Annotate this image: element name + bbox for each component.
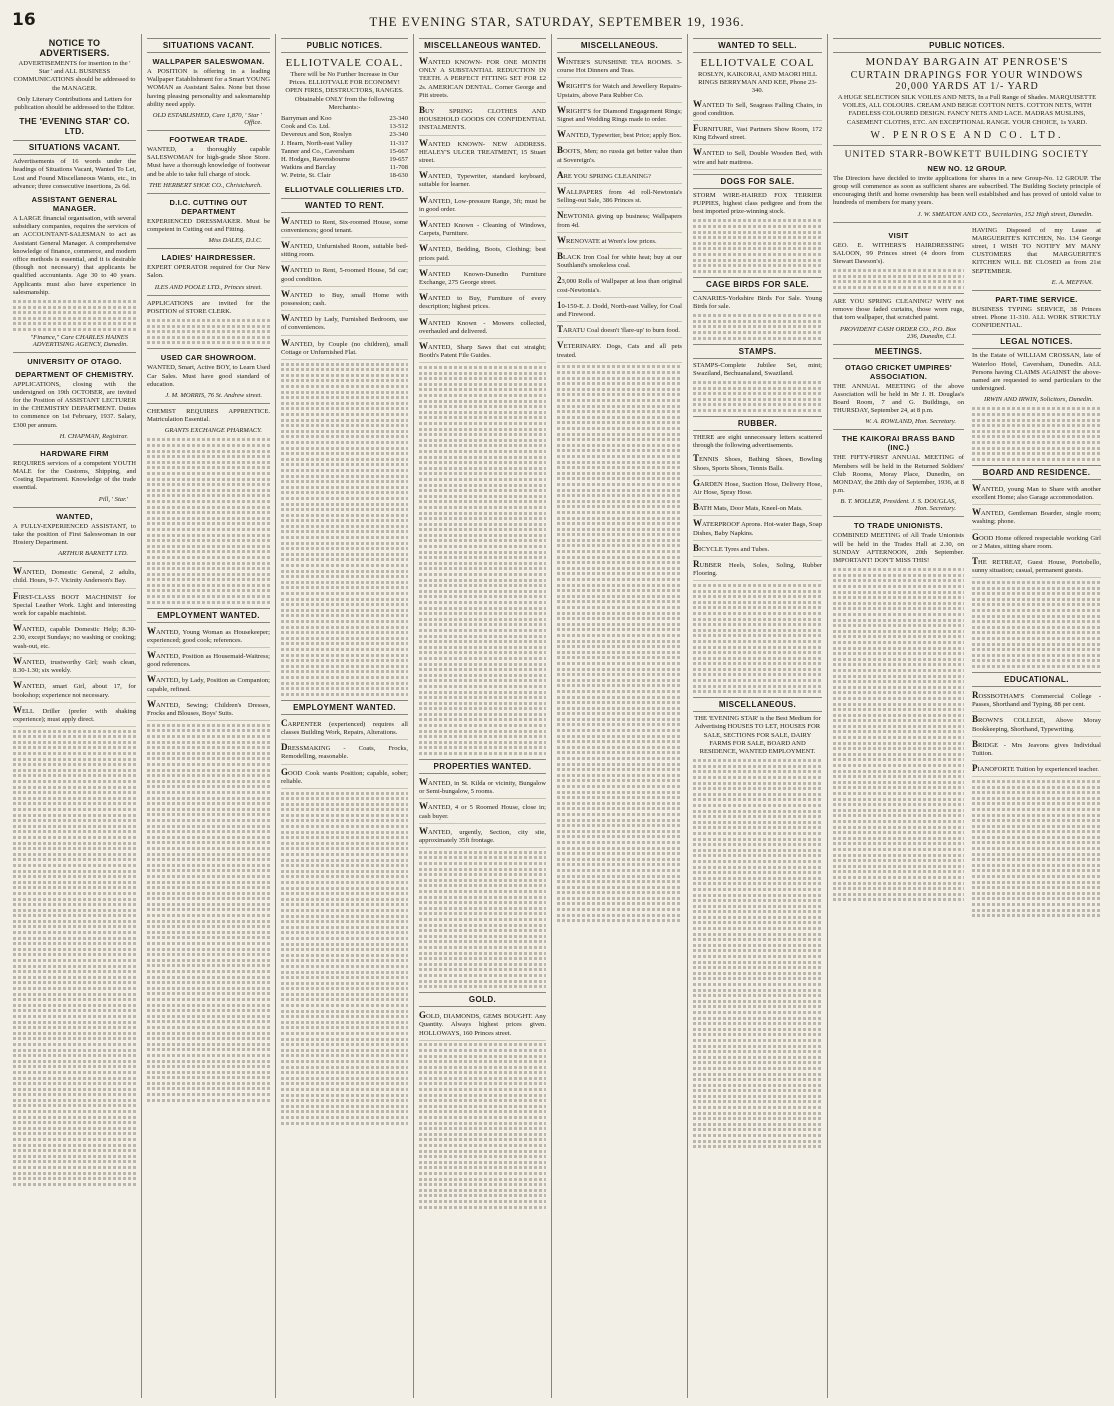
- section-heading: SITUATIONS VACANT.: [13, 140, 136, 155]
- section-heading: MISCELLANEOUS.: [693, 697, 822, 712]
- list-item: Barryman and Koo 23-340: [281, 115, 408, 123]
- ad-heading: UNIVERSITY OF OTAGO.: [27, 356, 122, 366]
- classified-ad: RUBBER Heels, Soles, Soling, Rubber Flooring.: [693, 559, 822, 581]
- section-heading: PROPERTIES WANTED.: [419, 759, 546, 774]
- classified-ad: WANTED, in St. Kilda or vicinity, Bungalow or Semi-bungalow, 5 rooms.: [419, 777, 546, 799]
- classified-ad: WATERPROOF Aprons. Hot-water Bags, Soap Dishes, Baby Napkins.: [693, 518, 822, 540]
- list-item: Watkins and Barclay 11-708: [281, 164, 408, 172]
- ad-body: COMBINED MEETING of All Trade Unionists will be held in the Trades Hall at 2.30, on SUNDAY AFTERNOON, 20th September. IMPORTANT! DON'T MISS THIS!: [833, 532, 964, 565]
- ad-body: REQUIRES services of a competent YOUTH MALE for the Customs, Shipping, and Costing Department. Knowledge of the trade essential.: [13, 459, 136, 492]
- classified-ad: WANTED by Lady, Furnished Bedroom, use of conveniences.: [281, 313, 408, 335]
- ad-body: There will be No Further Increase in Our Prices. ELLIOTVALE FOR ECONOMY! OPEN FIRES, DESTRUCTORS, RANGES. Obtainable ONLY from the following Merchants:-: [285, 71, 404, 111]
- column-4: [414, 34, 552, 1398]
- classified-ad: DRESSMAKING - Coats, Frocks, Remodelling, reasonable.: [281, 742, 408, 764]
- classified-ad: WANTED, 4 or 5 Roomed House, close in; cash buyer.: [419, 801, 546, 823]
- classified-ad: ARE YOU SPRING CLEANING?: [557, 170, 682, 184]
- section-heading: PUBLIC NOTICES.: [281, 38, 408, 53]
- section-heading: CAGE BIRDS FOR SALE.: [693, 277, 822, 292]
- classified-ad: WANTED To Sell, Seagrass Falling Chairs, in good condition.: [693, 99, 822, 121]
- text-filler: [557, 365, 682, 922]
- classified-ad: WANTED to Buy, Furniture of every description; highest prices.: [419, 292, 546, 314]
- classified-ad: WANTED to Rent, Six-roomed House, some conveniences; good tenant.: [281, 216, 408, 238]
- classified-ad: THE RETREAT, Guest House, Portobello, sunny situation; casual, permanent guests.: [972, 556, 1101, 578]
- ad-heading: MONDAY BARGAIN AT PENROSE'S: [865, 56, 1069, 68]
- classified-ad: WANTED KNOWN- NEW ADDRESS. HEALEY'S ULCER TREATMENT, 15 Stuart street.: [419, 138, 546, 169]
- classified-ad: 10-159-E. J. Dodd, North-east Valley, for Coal and Firewood.: [557, 300, 682, 322]
- section-heading: PUBLIC NOTICES.: [833, 38, 1101, 53]
- classified-ad: WANTED Known-Dunedin Furniture Exchange, 275 George street.: [419, 268, 546, 290]
- column-6: [688, 34, 828, 1398]
- ad-signature: GRANTS EXCHANGE PHARMACY.: [164, 427, 262, 435]
- notice-signature: THE 'EVENING STAR' CO. LTD.: [19, 116, 130, 137]
- ad-heading: ELLIOTVALE COAL: [700, 57, 815, 69]
- ad-body: CANARIES-Yorkshire Birds For Sale. Young Birds for sale.: [693, 294, 822, 310]
- ad-body: THERE are eight unnecessary letters scattered through the following advertisements.: [693, 433, 822, 450]
- classified-ad: WRENOVATE at Wren's low prices.: [557, 235, 682, 249]
- section-heading: WANTED TO SELL.: [693, 38, 822, 53]
- ad-body: A HUGE SELECTION SILK VOILES AND NETS, In a Full Range of Shades. MARQUISETTE VOILES, ALL COLOURS. CREAM AND BEIGE COTTON NETS. COTTON NETS, WITH FADELESS COLOURED DESIGN. FANCY NETS AND LACE. MADRAS MUSLINS, CASEMENT CLOTHS, ETC. AN EXCEPTIONAL RANGE. YOUR CHOICE, 1s YARD.: [837, 94, 1097, 126]
- text-filler: [281, 792, 408, 1125]
- classified-ad: BRIDGE - Mrs Jeavons gives Individual Tuition.: [972, 739, 1101, 761]
- ad-signature: ARTHUR BARNETT LTD.: [58, 550, 128, 558]
- subcolumn-right: [972, 227, 1101, 920]
- text-filler: [972, 780, 1101, 917]
- classified-ad: WANTED, Unfurnished Room, suitable bed-sitting room.: [281, 240, 408, 262]
- classified-ad: WANTED, Gentleman Boarder, single room; washing; phone.: [972, 507, 1101, 529]
- classified-ad: BUY SPRING CLOTHES AND HOUSEHOLD GOODS ON CONFIDENTIAL INSTALMENTS.: [419, 105, 546, 136]
- ad-body: In the Estate of WILLIAM CROSSAN, late of Waterloo Hotel, Caversham, Dunedin. ALL Persons having CLAIMS AGAINST the above-named are requested to send particulars to the undersigned.: [972, 352, 1101, 393]
- ad-heading: THE KAIKORAI BRASS BAND (INC.): [841, 434, 956, 453]
- section-heading: MISCELLANEOUS WANTED.: [419, 38, 546, 53]
- classified-ad: CARPENTER (experienced) requires all classes Building Work, Repairs, Alterations.: [281, 718, 408, 740]
- classified-ad: PIANOFORTE Tuition by experienced teacher.: [972, 763, 1101, 777]
- ad-body: WANTED, a thoroughly capable SALESWOMAN for high-grade Shoe Store. Must have a thorough knowledge of footwear and be able to take full charge of stock.: [147, 146, 270, 178]
- ad-heading: PART-TIME SERVICE.: [995, 294, 1078, 304]
- classified-ad: WANTED, urgently, Section, city site, approximately 35ft frontage.: [419, 826, 546, 848]
- classified-ad: VETERINARY. Dogs, Cats and all pets treated.: [557, 340, 682, 362]
- classified-ad: GARDEN Hose, Suction Hose, Delivery Hose, Air Hose, Spray Hose.: [693, 478, 822, 500]
- ad-signature: H. CHAPMAN, Registrar.: [59, 432, 128, 440]
- notice-title: NOTICE TO ADVERTISERS.: [39, 38, 110, 58]
- ad-body: BUSINESS TYPING SERVICE, 38 Princes street. Phone 11-310. ALL WORK STRICTLY CONFIDENTIAL.: [972, 305, 1101, 330]
- text-filler: [833, 269, 964, 289]
- column-1: [8, 34, 142, 1398]
- text-filler: [693, 584, 822, 693]
- text-filler: [693, 381, 822, 412]
- classified-ad: WANTED, capable Domestic Help; 8.30-2.30, except Sundays; no washing or cooking; wash-out, etc.: [13, 623, 136, 654]
- classified-ad: WANTED, Sharp Saws that cut straight; Booth's Patent File Guides.: [419, 341, 546, 363]
- ad-heading: TO TRADE UNIONISTS.: [854, 521, 943, 531]
- ad-subheading: DEPARTMENT OF CHEMISTRY.: [15, 369, 134, 379]
- ad-body: ROSLYN, KAIKORAI, AND MAORI HILL RINGS BERRYMAN AND KEE, Phone 23-340.: [697, 71, 818, 95]
- page-number: 16: [12, 10, 36, 30]
- classified-ad: WANTED, Bedding, Boots, Clothing; best prices paid.: [419, 243, 546, 265]
- text-filler: [833, 568, 964, 901]
- ad-body: A FULLY-EXPERIENCED ASSISTANT, to take the position of First Saleswoman in our Hosiery Department.: [13, 522, 136, 547]
- classified-ad: ROSSBOTHAM'S Commercial College - Passes, Shorthand and Typing, 88 per cent.: [972, 690, 1101, 712]
- section-heading: WANTED TO RENT.: [281, 198, 408, 213]
- ad-heading: WALLPAPER SALESWOMAN.: [152, 57, 265, 66]
- ad-signature: W. PENROSE AND CO. LTD.: [870, 129, 1064, 141]
- columns: [8, 34, 1106, 1398]
- classified-ad: WANTED Known - Mowers collected, overhauled and delivered.: [419, 317, 546, 339]
- column-7: [828, 34, 1106, 1398]
- classified-ad: BROWN'S COLLEGE, Above Moray Bookkeeping, Shorthand, Typewriting.: [972, 714, 1101, 736]
- text-filler: [693, 759, 822, 1148]
- ad-heading: USED CAR SHOWROOM.: [160, 353, 257, 363]
- ad-signature: Miss DALES, D.I.C.: [208, 237, 262, 245]
- classified-ad: GOLD, DIAMONDS, GEMS BOUGHT. Any Quantity. Always highest prices given. HOLLOWAYS, 160 Princes street.: [419, 1010, 546, 1041]
- classified-ad: TARATU Coal doesn't 'flare-up' to burn food.: [557, 324, 682, 338]
- section-heading: MISCELLANEOUS.: [557, 38, 682, 53]
- ad-signature: PROVIDENT CASH ORDER CO., P.O. Box 236, Dunedin, C.I.: [839, 325, 956, 340]
- list-item: Cook and Co. Ltd. 13-512: [281, 123, 408, 131]
- classified-ad: WANTED to Sell, Double Wooden Bed, with wire and hair mattress.: [693, 147, 822, 169]
- text-filler: [13, 730, 136, 1186]
- classified-ad: WANTED, Sewing; Children's Dresses, Frocks and Blouses, Boys' Suits.: [147, 699, 270, 721]
- classified-ad: WANTED to Buy, small Home with possession; cash.: [281, 289, 408, 311]
- classified-ad: WRIGHT'S for Watch and Jewellery Repairs-Upstairs, above Para Rubber Co.: [557, 80, 682, 102]
- list-item: J. Hearn, North-east Valley 11-317: [281, 139, 408, 147]
- classified-ad: WINTER'S SUNSHINE TEA ROOMS. 3-course Hot Dinners and Teas.: [557, 56, 682, 78]
- classified-ad: FURNITURE, Vast Partners Show Room, 172 King Edward street.: [693, 123, 822, 145]
- ad-signature: W. A. ROWLAND, Hon. Secretary.: [865, 418, 956, 426]
- masthead: [8, 6, 1106, 32]
- section-heading: SITUATIONS VACANT.: [147, 38, 270, 53]
- classified-ad: WANTED KNOWN- FOR ONE MONTH ONLY A SUBSTANTIAL REDUCTION IN TEETH. A PERFECT FITTING SET FOR £2 2s. AMERICAN DENTAL. Corner George and Pitt streets.: [419, 56, 546, 103]
- two-column-section: [833, 227, 1101, 920]
- classified-ad: WANTED, trustworthy Girl; wash clean, 8.30-1.30; six weekly.: [13, 656, 136, 678]
- ad-body: STAMPS-Complete Jubilee Set, mint; Swaziland, Bechuanaland, Swaziland.: [693, 361, 822, 377]
- ad-body: APPLICATIONS are invited for the POSITION of STORE CLERK.: [147, 299, 270, 315]
- ad-body: THE ANNUAL MEETING of the above Association will be held in Mr J. H. Douglas's Board Room, 7 and G. Buildings, on THURSDAY, September 24, at 8 p.m.: [833, 382, 964, 415]
- text-filler: [281, 363, 408, 696]
- classified-ad: GOOD Cook wants Position; capable, sober; reliable.: [281, 767, 408, 789]
- list-item: Tanner and Co., Caversham 15-667: [281, 147, 408, 155]
- list-item: H. Hodges, Ravensbourne 19-657: [281, 156, 408, 164]
- ad-subheading: NEW NO. 12 GROUP.: [927, 163, 1007, 173]
- ad-body: GEO. E. WITHERS'S HAIRDRESSING SALOON, 99 Princes street (4 doors from Stewart Dawson's).: [833, 241, 964, 266]
- classified-ad: FIRST-CLASS BOOT MACHINIST for Special Leather Work. Light and interesting work for capable machinist.: [13, 591, 136, 622]
- classified-ad: WANTED, Young Woman as Housekeeper; experienced; good cook; references.: [147, 626, 270, 648]
- notice-text-2: Only Literary Contributions and Letters for publication should be addressed to the Editor.: [14, 95, 135, 112]
- section-heading: EDUCATIONAL.: [972, 672, 1101, 687]
- ad-body: EXPERIENCED DRESSMAKER. Must be competent in Cutting out and Fitting.: [147, 217, 270, 234]
- ad-body: STORM WIRE-HAIRED FOX TERRIER PUPPIES, highest class pedigree and from the best imported prize-winning stock.: [693, 191, 822, 216]
- subcolumn-left: [833, 227, 964, 920]
- ad-body: A LARGE financial organisation, with several subsidiary companies, requires the services of an ACCOUNTANT-SALESMAN to act as Assistant General Manager. A comprehensive knowledge of finance, commerce, and modern office methods is essential, and it is desirable (though not necessary) that applicants be qualified accountants. Age 30 to 40 years. Applicants must also have experience in salesmanship.: [13, 215, 136, 296]
- ad-body: EXPERT OPERATOR required for Our New Salon.: [147, 264, 270, 280]
- ad-signature: THE HERBERT SHOE CO., Christchurch.: [148, 181, 262, 189]
- classified-ad: BICYCLE Tyres and Tubes.: [693, 543, 822, 557]
- classified-ad: WANTED, by Lady, Position as Companion; capable, refined.: [147, 674, 270, 696]
- classified-ad: WANTED, Position as Housemaid-Waitress; good references.: [147, 650, 270, 672]
- classified-ad: WANTED, Typewriter, standard keyboard, suitable for learner.: [419, 170, 546, 192]
- rates-text: Advertisements of 16 words under the headings of Situations Vacant, Wanted To Let, Lost and Found Miscellaneous Wants, etc., in advance; three consecutive insertions, 2s 6d.: [13, 158, 136, 190]
- ad-heading: D.I.C. CUTTING OUT DEPARTMENT: [169, 197, 248, 216]
- classified-ad: TENNIS Shoes, Bathing Shoes, Bowling Shoes, Sports Shoes, Tennis Balls.: [693, 453, 822, 475]
- ad-heading: ASSISTANT GENERAL MANAGER.: [31, 195, 118, 214]
- ad-body: THE 'EVENING STAR' is the Best Medium for Advertising HOUSES TO LET, HOUSES FOR SALE, SECTIONS FOR SALE, DAIRY FARMS FOR SALE, BOARD AND RESIDENCE, WANTED EMPLOYMENT.: [694, 715, 821, 756]
- classified-ad: WANTED to Rent, 5-roomed House, 5d car; good condition.: [281, 264, 408, 286]
- merchant-list: [281, 115, 408, 181]
- notice-text-1: ADVERTISEMENTS for insertion in the ' Star ' and ALL BUSINESS COMMUNICATIONS should be addressed to the MANAGER.: [13, 60, 136, 92]
- section-heading: EMPLOYMENT WANTED.: [147, 608, 270, 623]
- ad-signature: E. A. MEFFAN.: [1051, 278, 1093, 286]
- section-heading: DOGS FOR SALE.: [693, 174, 822, 189]
- classified-ad: 23,000 Rolls of Wallpaper at less than original cost-Newtonia's.: [557, 275, 682, 297]
- ad-heading: FOOTWEAR TRADE.: [169, 135, 248, 145]
- text-filler: [147, 438, 270, 603]
- text-filler: [13, 300, 136, 331]
- text-filler: [693, 219, 822, 272]
- classified-ad: BOOTS, Men; no russia get better value than at Sovereign's.: [557, 145, 682, 167]
- section-heading: GOLD.: [419, 992, 546, 1007]
- ad-heading: OTAGO CRICKET UMPIRES' ASSOCIATION.: [845, 362, 952, 381]
- section-heading: LEGAL NOTICES.: [972, 334, 1101, 349]
- masthead-title: THE EVENING STAR, SATURDAY, SEPTEMBER 19, 1936.: [369, 14, 745, 29]
- section-heading: BOARD AND RESIDENCE.: [972, 465, 1101, 480]
- classified-ad: WANTED, smart Girl, about 17, for bookshop; experience not necessary.: [13, 680, 136, 702]
- classified-ad: WALLPAPERS from 4d roll-Newtonia's Selling-out Sale, 386 Princes st.: [557, 186, 682, 208]
- list-item: W. Petrie, St. Clair 18-630: [281, 172, 408, 180]
- ad-heading: LADIES' HAIRDRESSER.: [161, 253, 256, 263]
- ad-body: WANTED, Smart, Active BOY, to Learn Used Car Sales. Must have good standard of education.: [147, 364, 270, 388]
- text-filler: [419, 366, 546, 755]
- text-filler: [147, 724, 270, 1102]
- ad-body: CHEMIST REQUIRES APPRENTICE. Matriculation Essential.: [147, 408, 270, 424]
- classified-ad: WANTED, Low-pressure Range, 3ft; must be in good order.: [419, 195, 546, 217]
- ad-signature: IRWIN AND IRWIN, Solicitors, Dunedin.: [984, 396, 1093, 404]
- ad-subheading: CURTAIN DRAPINGS FOR YOUR WINDOWS 20,000 YARDS AT 1/- YARD: [850, 70, 1084, 92]
- ad-signature: OLD ESTABLISHED, Care 1,870, ' Star ' Office.: [152, 112, 262, 127]
- column-5: [552, 34, 688, 1398]
- ad-signature: J. M. MORRIS, 76 St. Andrew street.: [165, 392, 262, 400]
- section-heading: EMPLOYMENT WANTED.: [281, 700, 408, 715]
- ad-body: HAVING Disposed of my Lease at MARGUERITE'S KITCHEN, No. 134 George street, I WISH TO NOTIFY MY MANY CUSTOMERS that MARGUERITE'S KITCHEN WILL BE CLOSED as from 21st SEPTEMBER.: [972, 226, 1101, 275]
- section-heading: MEETINGS.: [833, 344, 964, 359]
- ad-signature: "Finance," Care CHARLES HAINES ADVERTISING AGENCY, Dunedin.: [30, 333, 128, 348]
- ad-body: The Directors have decided to invite applications for shares in a new Group-No. 12 GROUP. The group will commence as soon as sufficient shares are subscribed. The Building Society principle of encouraging thrift and home ownership has been well established and has proved of untold value to hundreds of members for many years.: [833, 174, 1101, 207]
- ad-body: A POSITION is offering in a leading Wallpaper Establishment for a Smart YOUNG WOMAN as Assistant Sales. None but those having pleasing personality and salesmanship ability need apply.: [147, 68, 270, 108]
- text-filler: [419, 1043, 546, 1208]
- ad-signature: ELLIOTVALE COLLIERIES LTD.: [284, 184, 405, 194]
- ad-signature: ILES AND POOLE LTD., Princes street.: [154, 283, 262, 291]
- column-3: [276, 34, 414, 1398]
- classified-ad: GOOD Home offered respectable working Girl or 2 Mates, sitting share room.: [972, 532, 1101, 554]
- classified-ad: WANTED, by Couple (no children), small Cottage or Unfurnished Flat.: [281, 338, 408, 360]
- classified-ad: BATH Mats, Door Mats, Kneel-on Mats.: [693, 502, 822, 516]
- ad-heading: UNITED STARR-BOWKETT BUILDING SOCIETY: [844, 149, 1090, 160]
- classified-ad: BLACK Iron Coal for white heat; buy at our Southland's smokeless coal.: [557, 251, 682, 273]
- classified-ad: WANTED, Domestic General, 2 adults, child. Hours, 9-7. Vicinity Anderson's Bay.: [13, 566, 136, 588]
- list-item: Devereux and Son, Roslyn 23-340: [281, 131, 408, 139]
- ad-signature: Pill, ' Star.': [98, 495, 128, 503]
- section-heading: STAMPS.: [693, 344, 822, 359]
- ad-heading: ELLIOTVALE COAL.: [285, 57, 404, 69]
- text-filler: [972, 581, 1101, 668]
- section-heading: RUBBER.: [693, 416, 822, 431]
- ad-body: THE FIFTY-FIRST ANNUAL MEETING of Members will be held in the Returned Soldiers' Club Rooms, Moray Place, Dunedin, on MONDAY, the 28th day of September, 1936, at 8 p.m.: [833, 454, 964, 495]
- column-2: [142, 34, 276, 1398]
- ad-body: APPLICATIONS, closing with the undersigned on 19th OCTOBER, are invited for the Position of ASSISTANT LECTURER in the CHEMISTRY DEPARTMENT. Duties to commence on 1st February, 1937. Salary, £300 per annum.: [13, 380, 136, 429]
- text-filler: [972, 407, 1101, 460]
- classified-ad: WELL Driller (prefer with shaking experience); must apply direct.: [13, 705, 136, 727]
- ad-heading: WANTED,: [56, 511, 93, 521]
- ad-signature: J. W. SMEATON AND CO., Secretaries, 152 High street, Dunedin.: [917, 210, 1093, 218]
- classified-ad: WANTED Known - Cleaning of Windows, Carpets, Furniture.: [419, 219, 546, 241]
- classified-ad: WANTED, Typewriter, best Price; apply Box.: [557, 129, 682, 143]
- ad-heading: HARDWARE FIRM: [40, 448, 109, 458]
- text-filler: [693, 314, 822, 339]
- text-filler: [419, 851, 546, 988]
- ad-body: ARE YOU SPRING CLEANING? WHY not remove those faded curtains, those worn rugs, that torn wallpaper, that scratched paint.: [833, 298, 964, 322]
- classified-ad: WANTED, young Man to Share with another excellent Home; also Garage accommodation.: [972, 483, 1101, 505]
- ad-signature: B. T. MOLLER, President. J. S. DOUGLAS, Hon. Secretary.: [840, 498, 956, 513]
- classified-ad: NEWTONIA giving up business; Wallpapers from 4d.: [557, 210, 682, 232]
- text-filler: [147, 319, 270, 344]
- ad-heading: VISIT: [888, 230, 909, 240]
- classified-ad: WRIGHT'S for Diamond Engagement Rings; Signet and Wedding Rings made to order.: [557, 105, 682, 127]
